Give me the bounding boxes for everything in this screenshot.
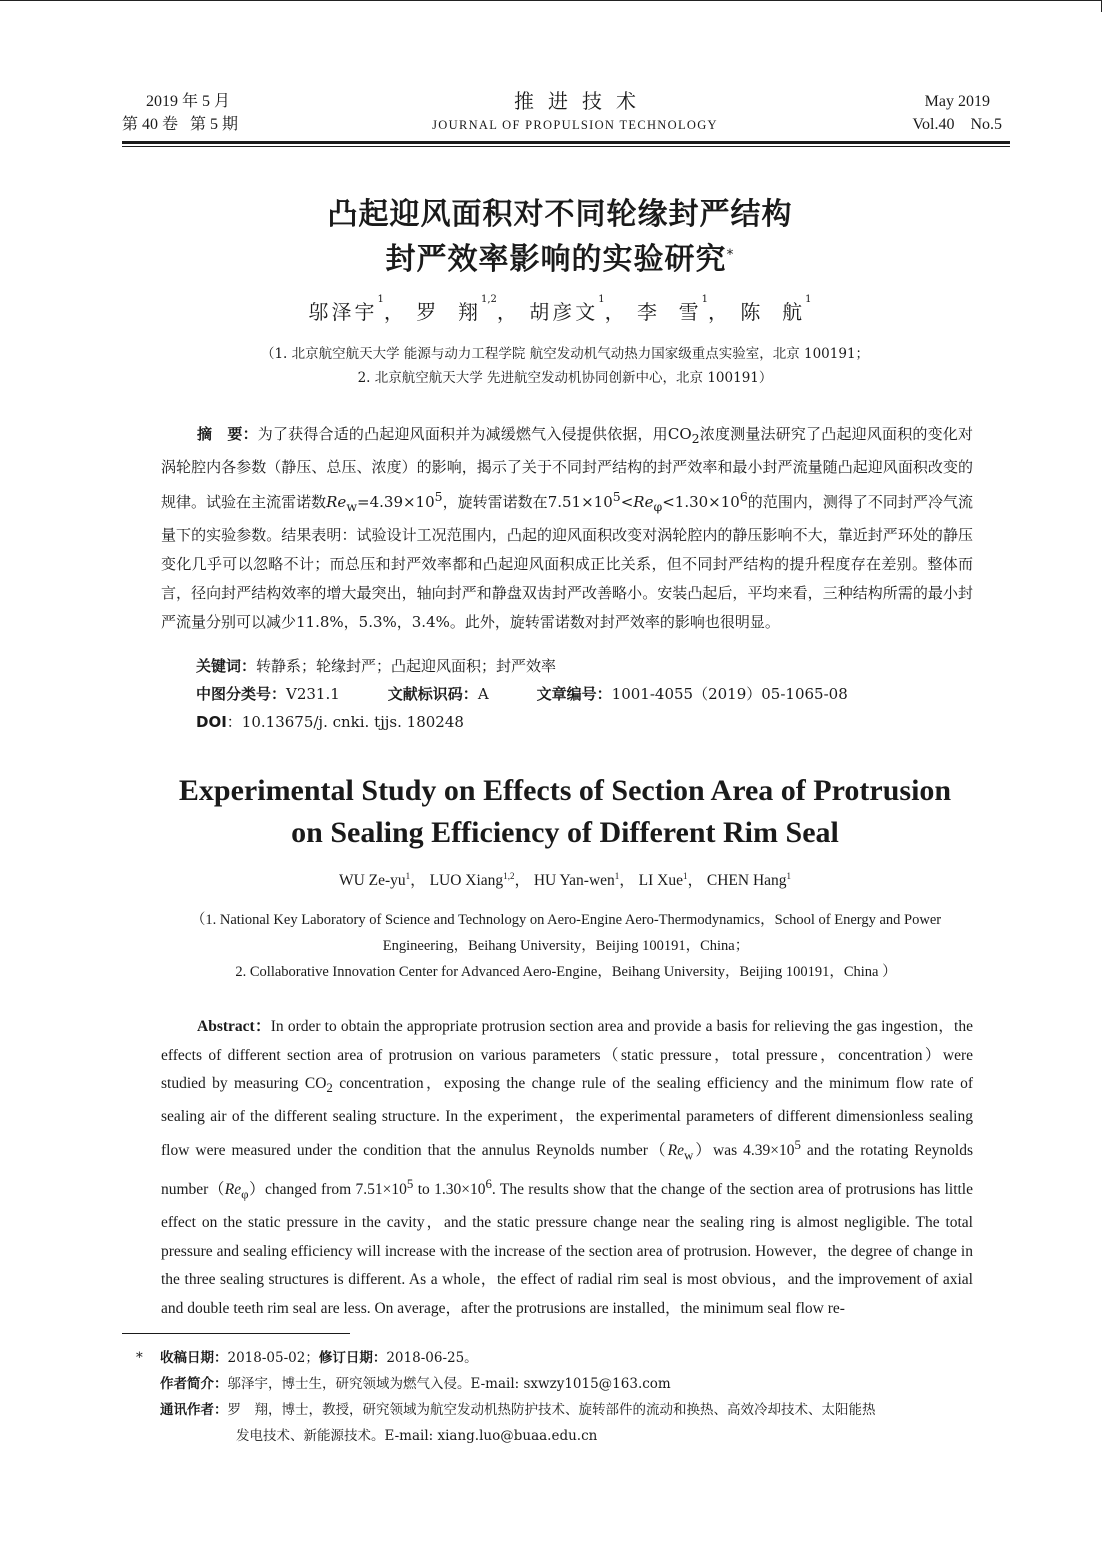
author-bio-text: 邬泽宇，博士生，研究领域为燃气入侵。E-mail: sxwzy1015@163.com bbox=[227, 1376, 671, 1392]
author-affil-mark: 1 bbox=[614, 870, 620, 881]
header-rule-thin bbox=[122, 146, 1010, 147]
author-cn bbox=[529, 294, 605, 324]
clc-value: V231.1 bbox=[286, 685, 340, 703]
subscript: φ bbox=[241, 1186, 249, 1202]
author-name: 邬泽宇 bbox=[308, 300, 378, 324]
author-list-cn: 邬泽宇$^1$， 罗 翔$^{1,2}$， 胡彦文$^1$， 李 雪$^1$， 陈 航$^1$ bbox=[308, 294, 812, 324]
author-bio-label: 作者简介： bbox=[160, 1376, 228, 1392]
header-volume-cn: 第 40 卷 第 5 期 bbox=[122, 116, 239, 133]
author-cn bbox=[636, 294, 709, 324]
affiliation-en-1a: （1. National Key Laboratory of Science and Technology on Aero-Engine Aero-Thermodynamics，School of Energy and Power bbox=[190, 912, 942, 928]
author-affil-mark: 1 bbox=[405, 870, 411, 881]
author-affil-mark: 1 bbox=[786, 870, 792, 881]
superscript: 5 bbox=[794, 1137, 801, 1153]
subscript: 2 bbox=[691, 431, 700, 446]
abstract-en bbox=[161, 1013, 973, 1324]
author-name: LUO Xiang bbox=[429, 872, 504, 889]
abstract-cn-text: 的范围内，测得了不同封严冷气流量下的实验参数。结果表明：试验设计工况范围内，凸起的迎风面积改变对涡轮腔内的静压影响不大，靠近封严环处的静压变化几乎可以忽略不计；而总压和封严效率都和凸起迎风面积成正比关系，但不同封严结构的提升程度存在差别。整体而言，径向封严结构效率的增大最突出，轴向封严和静盘双齿封严改善略小。安装凸起后，平均来看，三种结构所需的最小封严流量分别可以减少11.8%，5.3%，3.4%。此外，旋转雷诺数对封严效率的影响也很明显。 bbox=[161, 493, 973, 631]
abstract-cn-text: 为了获得合适的凸起迎风面积并为减缓燃气入侵提供依据，用CO bbox=[257, 425, 692, 443]
author-cn bbox=[416, 294, 497, 324]
doc-code-label: 文献标识码： bbox=[387, 685, 478, 703]
header-issue-en bbox=[913, 90, 1003, 136]
doc-code-value: A bbox=[477, 685, 489, 703]
author-cn bbox=[308, 294, 384, 324]
author-affil-mark: 1,2 bbox=[503, 870, 515, 881]
abstract-cn-text: 浓度测量法研究了凸起迎风面积的变化对涡轮腔内各参数（静压、总压、浓度）的影响，揭示了关于不同封严结构的封严效率和最小封严流量随凸起迎风面积改变的规律。试验在主流雷诺数 bbox=[161, 425, 973, 511]
article-number-label: 文章编号： bbox=[536, 685, 612, 703]
abstract-cn-label: 摘 要： bbox=[197, 425, 258, 443]
paper-title-cn bbox=[180, 192, 940, 282]
subscript: φ bbox=[653, 499, 663, 514]
superscript: 6 bbox=[485, 1176, 492, 1192]
abstract-en-text: In order to obtain the appropriate protrusion section area and provide a basis for relieving the gas ingestion，the effects of different section area of protrusion on various parameters（static pressure，total pressure，concentration）were studied by measuring CO bbox=[161, 1018, 973, 1093]
footnote-star: * bbox=[136, 1350, 143, 1366]
clc-label: 中图分类号： bbox=[196, 685, 287, 703]
abstract-en-text: ）was 4.39×10 bbox=[693, 1142, 795, 1160]
author-separator: ， bbox=[410, 872, 426, 889]
affiliation-en-1b: Engineering，Beihang University，Beijing 100191，China； bbox=[382, 938, 750, 954]
author-name: WU Ze-yu bbox=[338, 872, 406, 889]
abstract-en-label: Abstract： bbox=[197, 1018, 271, 1035]
author-en bbox=[430, 872, 530, 889]
corresponding-label: 通讯作者： bbox=[160, 1402, 228, 1418]
article-number-value: 1001-4055（2019）05-1065-08 bbox=[611, 685, 848, 703]
footnote-dates bbox=[136, 1345, 986, 1371]
affiliation-cn-1: （1. 北京航空航天大学 能源与动力工程学院 航空发动机气动热力国家级重点实验室，北京 100191； bbox=[260, 346, 870, 362]
journal-name-en: JOURNAL OF PROPULSION TECHNOLOGY bbox=[432, 118, 718, 132]
abstract-cn-text: <1.30×10 bbox=[662, 493, 740, 511]
affiliations-en bbox=[150, 907, 982, 985]
journal-name-cn: 推进技术 bbox=[514, 91, 650, 113]
symbol-re: Re bbox=[633, 493, 654, 511]
doi-value: ：10.13675/j. cnki. tjjs. 180248 bbox=[226, 713, 464, 731]
abstract-cn-text: =4.39×10 bbox=[357, 493, 435, 511]
author-affil-mark: 1 bbox=[701, 294, 709, 305]
paper-title-en bbox=[120, 770, 1010, 854]
superscript: 6 bbox=[739, 489, 748, 504]
footnote-corresponding-cont: 发电技术、新能源技术。E-mail: xiang.luo@buaa.edu.cn bbox=[236, 1428, 598, 1444]
affiliation-en-2: 2. Collaborative Innovation Center for Advanced Aero-Engine，Beihang University，Beijing 100191，China ） bbox=[235, 964, 897, 980]
footnote-corresponding bbox=[136, 1397, 986, 1423]
superscript: 5 bbox=[434, 489, 443, 504]
title-cn-line2-text: 封严效率影响的实验研究 bbox=[385, 242, 727, 277]
classification bbox=[196, 680, 848, 708]
abstract-cn-text: ，旋转雷诺数在7.51×10 bbox=[442, 493, 613, 511]
affiliations-cn bbox=[140, 342, 990, 390]
footnote-rule bbox=[122, 1333, 350, 1334]
author-en bbox=[534, 872, 635, 889]
author-affil-mark: 1 bbox=[598, 294, 605, 305]
author-name: 陈 航 bbox=[740, 300, 806, 324]
author-en bbox=[339, 872, 426, 889]
author-affil-mark: 1 bbox=[377, 294, 384, 305]
author-en bbox=[639, 872, 703, 889]
title-cn-line2 bbox=[180, 237, 940, 282]
abstract-en-text: and the rotating Reynolds number（ bbox=[161, 1142, 973, 1199]
title-en-line2: on Sealing Efficiency of Different Rim Seal bbox=[291, 816, 839, 849]
doi bbox=[196, 708, 464, 736]
author-affil-mark: 1,2 bbox=[480, 294, 497, 305]
header-date-en: May 2019 bbox=[924, 93, 990, 110]
author-name: 罗 翔 bbox=[416, 300, 481, 324]
author-name: HU Yan-wen bbox=[533, 872, 615, 889]
abstract-en-text: ）changed from 7.51×10 bbox=[248, 1181, 407, 1199]
subscript: 2 bbox=[326, 1080, 333, 1096]
author-separator: ， bbox=[514, 872, 530, 889]
header-date-cn: 2019 年 5 月 bbox=[146, 93, 231, 110]
superscript: 5 bbox=[612, 489, 621, 504]
abstract-en-text: to 1.30×10 bbox=[413, 1181, 486, 1199]
keywords-value: 转静系；轮缘封严；凸起迎风面积；封严效率 bbox=[256, 657, 557, 675]
footnote-author-bio bbox=[136, 1371, 986, 1397]
author-affil-mark: 1 bbox=[805, 294, 812, 305]
journal-name bbox=[330, 90, 820, 133]
revised-date: 2018-06-25。 bbox=[386, 1350, 478, 1366]
received-label: 收稿日期： bbox=[160, 1350, 228, 1366]
title-cn-line1: 凸起迎风面积对不同轮缘封严结构 bbox=[327, 197, 793, 232]
superscript: 5 bbox=[406, 1176, 414, 1192]
abstract-cn-text: < bbox=[620, 493, 634, 511]
abstract-cn bbox=[161, 420, 973, 637]
doi-label: DOI bbox=[196, 713, 227, 731]
keywords-label: 关键词： bbox=[196, 657, 257, 675]
received-date: 2018-05-02； bbox=[227, 1350, 319, 1366]
header-rule-thick bbox=[122, 141, 1010, 144]
subscript: w bbox=[346, 499, 358, 514]
affiliation-cn-2: 2. 北京航空航天大学 先进航空发动机协同创新中心，北京 100191） bbox=[357, 370, 773, 386]
author-name: 李 雪 bbox=[636, 300, 702, 324]
author-name: 胡彦文 bbox=[529, 300, 599, 324]
author-separator: ， bbox=[687, 872, 704, 889]
header-volume-en: Vol.40 No.5 bbox=[912, 116, 1002, 133]
author-en bbox=[707, 872, 791, 889]
header-issue-cn bbox=[122, 90, 238, 136]
symbol-re: Re bbox=[326, 493, 347, 511]
symbol-re: Re bbox=[224, 1181, 242, 1199]
footnotes bbox=[136, 1345, 986, 1449]
subscript: w bbox=[683, 1147, 694, 1163]
author-name: CHEN Hang bbox=[706, 872, 787, 889]
author-affil-mark: 1 bbox=[683, 870, 688, 881]
author-list-en bbox=[120, 868, 1010, 890]
title-en-line1: Experimental Study on Effects of Section Area of Protrusion bbox=[178, 774, 952, 807]
revised-label: 修订日期： bbox=[318, 1350, 387, 1366]
symbol-re: Re bbox=[667, 1142, 684, 1160]
author-cn bbox=[740, 294, 812, 324]
abstract-en-text: . The results show that the change of the section area of protrusions has little effect on the static pressure in the cavity，and the static pressure change near the sealing ring is almost negligible. The total pressure and sealing efficiency will increase with the increase of the section area of protrusion. However，the degree of change in the three sealing structures is different. As a whole，the effect of radial rim seal is most obvious，and the improvement of axial and double teeth rim seal are less. On average，after the protrusions are installed，the minimum seal flow re- bbox=[161, 1181, 973, 1317]
author-name: LI Xue bbox=[638, 872, 683, 889]
title-footnote-mark: * bbox=[726, 247, 735, 263]
abstract-en-text: concentration，exposing the change rule of the sealing efficiency and the minimum flow rate of sealing air of the different sealing structure. In the experiment，the experimental parameters of different dimensionless sealing flow were measured under the condition that the annulus Reynolds number（ bbox=[161, 1075, 973, 1160]
corresponding-text: 罗 翔，博士，教授，研究领域为航空发动机热防护技术、旋转部件的流动和换热、高效冷却技术、太阳能热 bbox=[227, 1402, 876, 1418]
page-top-border bbox=[0, 0, 1102, 1]
author-separator: ， bbox=[619, 872, 635, 889]
keywords bbox=[196, 652, 556, 680]
